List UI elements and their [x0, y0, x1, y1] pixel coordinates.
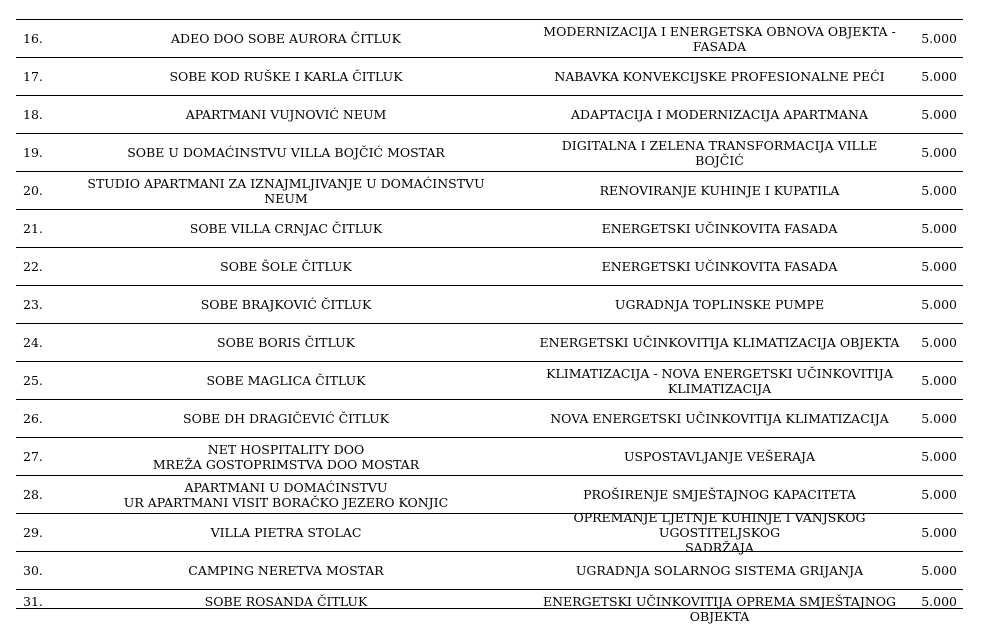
grant-amount-text: 5.000: [921, 373, 957, 388]
beneficiary-name: [76, 476, 496, 513]
row-number-text: 28.: [23, 487, 43, 502]
beneficiary-name: [76, 20, 496, 57]
project-title: [536, 172, 903, 209]
project-title-text: ADAPTACIJA I MODERNIZACIJA APARTMANA: [571, 107, 868, 122]
row-number: [23, 438, 63, 475]
table-row: [16, 361, 963, 399]
row-number-text: 20.: [23, 183, 43, 198]
project-title-text: DIGITALNA I ZELENA TRANSFORMACIJA VILLE BOJČIĆ: [561, 137, 878, 168]
project-title: [536, 210, 903, 247]
project-title-text: ENERGETSKI UČINKOVITA FASADA: [601, 221, 838, 236]
beneficiary-name: [76, 324, 496, 361]
project-title-text: USPOSTAVLJANJE VEŠERAJA: [623, 449, 816, 464]
row-number: [23, 20, 63, 57]
beneficiary-name-text: SOBE ROSANDA ČITLUK: [204, 594, 368, 609]
table-row: [16, 247, 963, 285]
beneficiary-name: [76, 96, 496, 133]
table-row: [16, 19, 963, 57]
table-row: [16, 510, 963, 555]
project-title: [536, 286, 903, 323]
beneficiary-name-text: VILLA PIETRA STOLAC: [210, 525, 362, 540]
project-title: [536, 58, 903, 95]
grant-amount-text: 5.000: [921, 594, 957, 609]
row-number-text: 24.: [23, 335, 43, 350]
table-row: [16, 95, 963, 133]
row-number: [23, 552, 63, 589]
grant-amount: [897, 172, 957, 209]
project-title: [536, 476, 903, 513]
beneficiary-name-text: APARTMANI VUJNOVIĆ NEUM: [185, 107, 387, 122]
project-title-text: OPREMANJE LJETNJE KUHINJE I VANJSKOG UGOSTITELJSKOG SADRŽAJA: [573, 510, 866, 555]
grant-amount-text: 5.000: [921, 525, 957, 540]
beneficiary-name: [76, 552, 496, 589]
row-number: [23, 172, 63, 209]
grant-amount-text: 5.000: [921, 221, 957, 236]
grant-amount: [897, 552, 957, 589]
grant-amount-text: 5.000: [921, 183, 957, 198]
grant-amount-text: 5.000: [921, 563, 957, 578]
row-number: [23, 96, 63, 133]
row-number: [23, 286, 63, 323]
beneficiary-name-text: NET HOSPITALITY DOO MREŽA GOSTOPRIMSTVA DOO MOSTAR: [152, 441, 420, 472]
grant-amount-text: 5.000: [921, 449, 957, 464]
beneficiary-name: [76, 286, 496, 323]
table-row: [16, 285, 963, 323]
row-number-text: 17.: [23, 69, 43, 84]
row-number-text: 25.: [23, 373, 43, 388]
beneficiary-name-text: SOBE VILLA CRNJAC ČITLUK: [189, 221, 383, 236]
project-title: [536, 438, 903, 475]
grant-amount: [897, 58, 957, 95]
project-title-text: RENOVIRANJE KUHINJE I KUPATILA: [599, 183, 840, 198]
grant-amount: [897, 210, 957, 247]
project-title-text: UGRADNJA TOPLINSKE PUMPE: [614, 297, 825, 312]
table-row: [16, 209, 963, 247]
project-title: [536, 552, 903, 589]
project-title: [536, 134, 903, 171]
project-title-text: ENERGETSKI UČINKOVITIJA KLIMATIZACIJA OBJEKTA: [539, 335, 900, 350]
project-title: [536, 362, 903, 399]
grant-amount: [897, 248, 957, 285]
project-title-text: ENERGETSKI UČINKOVITA FASADA: [601, 259, 838, 274]
project-title-text: NOVA ENERGETSKI UČINKOVITIJA KLIMATIZACIJA: [550, 411, 889, 426]
project-title: [536, 400, 903, 437]
row-number-text: 19.: [23, 145, 43, 160]
grant-amount: [897, 134, 957, 171]
project-title: [536, 324, 903, 361]
beneficiary-name-text: SOBE KOD RUŠKE I KARLA ČITLUK: [169, 69, 403, 84]
row-number: [23, 58, 63, 95]
row-number-text: 27.: [23, 449, 43, 464]
beneficiary-name-text: STUDIO APARTMANI ZA IZNAJMLJIVANJE U DOMAĆINSTVU NEUM: [87, 175, 485, 206]
grant-amount: [897, 362, 957, 399]
table-row: [16, 475, 963, 513]
table-row: [16, 589, 963, 624]
row-number: [23, 400, 63, 437]
project-title-text: KLIMATIZACIJA - NOVA ENERGETSKI UČINKOVITIJA KLIMATIZACIJA: [546, 365, 893, 396]
beneficiary-name-text: SOBE U DOMAĆINSTVU VILLA BOJČIĆ MOSTAR: [127, 145, 445, 160]
row-number: [23, 362, 63, 399]
table-row: [16, 171, 963, 209]
project-title-text: UGRADNJA SOLARNOG SISTEMA GRIJANJA: [575, 563, 864, 578]
grant-amount-text: 5.000: [921, 335, 957, 350]
grant-amount-text: 5.000: [921, 107, 957, 122]
beneficiary-name-text: CAMPING NERETVA MOSTAR: [188, 563, 384, 578]
grant-amount-text: 5.000: [921, 145, 957, 160]
row-number-text: 21.: [23, 221, 43, 236]
beneficiary-name-text: SOBE BRAJKOVIĆ ČITLUK: [200, 297, 372, 312]
project-title: [536, 510, 903, 555]
beneficiary-name: [76, 438, 496, 475]
beneficiary-name: [76, 210, 496, 247]
row-number: [23, 590, 63, 608]
grant-amount: [897, 96, 957, 133]
beneficiary-name: [76, 58, 496, 95]
row-number: [23, 514, 63, 551]
row-number-text: 23.: [23, 297, 43, 312]
project-title: [536, 20, 903, 57]
row-number: [23, 210, 63, 247]
table-row: [16, 323, 963, 361]
row-number: [23, 134, 63, 171]
grant-amount: [897, 20, 957, 57]
grant-amount: [897, 286, 957, 323]
grant-amount-text: 5.000: [921, 31, 957, 46]
grant-amount-text: 5.000: [921, 411, 957, 426]
beneficiary-name-text: ADEO DOO SOBE AURORA ČITLUK: [171, 31, 401, 46]
row-number-text: 31.: [23, 594, 43, 609]
project-title-text: PROŠIRENJE SMJEŠTAJNOG KAPACITETA: [583, 487, 856, 502]
table-row: [16, 133, 963, 171]
project-title-text: MODERNIZACIJA I ENERGETSKA OBNOVA OBJEKTA - FASADA: [543, 23, 896, 54]
table-row: [16, 57, 963, 95]
row-number-text: 29.: [23, 525, 43, 540]
row-number: [23, 248, 63, 285]
beneficiary-name: [76, 514, 496, 551]
row-number-text: 26.: [23, 411, 43, 426]
beneficiary-name-text: SOBE BORIS ČITLUK: [217, 335, 355, 350]
row-number: [23, 324, 63, 361]
beneficiary-name: [76, 248, 496, 285]
grant-amount: [897, 514, 957, 551]
project-title-text: NABAVKA KONVEKCIJSKE PROFESIONALNE PEĆI: [554, 69, 885, 84]
row-number-text: 30.: [23, 563, 43, 578]
beneficiary-name: [76, 172, 496, 209]
grant-amount: [897, 438, 957, 475]
beneficiary-name: [76, 590, 496, 608]
beneficiary-name-text: APARTMANI U DOMAĆINSTVU UR APARTMANI VISIT BORAČKO JEZERO KONJIC: [123, 479, 449, 510]
beneficiary-name-text: SOBE ŠOLE ČITLUK: [220, 259, 352, 274]
project-title-text: ENERGETSKI UČINKOVITIJA OPREMA SMJEŠTAJNOG OBJEKTA: [542, 594, 897, 624]
grants-table: [16, 19, 963, 624]
beneficiary-name: [76, 400, 496, 437]
row-number-text: 16.: [23, 31, 43, 46]
grant-amount-text: 5.000: [921, 69, 957, 84]
beneficiary-name-text: SOBE DH DRAGIČEVIĆ ČITLUK: [183, 411, 389, 426]
table-row: [16, 399, 963, 437]
beneficiary-name-text: SOBE MAGLICA ČITLUK: [206, 373, 366, 388]
beneficiary-name: [76, 362, 496, 399]
table-row: [16, 551, 963, 589]
table-row: [16, 437, 963, 475]
row-number: [23, 476, 63, 513]
grant-amount: [897, 476, 957, 513]
grant-amount: [897, 400, 957, 437]
grant-amount-text: 5.000: [921, 259, 957, 274]
project-title: [536, 96, 903, 133]
grant-amount-text: 5.000: [921, 487, 957, 502]
grant-amount: [897, 590, 957, 608]
project-title: [536, 590, 903, 624]
grant-amount: [897, 324, 957, 361]
project-title: [536, 248, 903, 285]
row-number-text: 22.: [23, 259, 43, 274]
grant-amount-text: 5.000: [921, 297, 957, 312]
beneficiary-name: [76, 134, 496, 171]
row-number-text: 18.: [23, 107, 43, 122]
